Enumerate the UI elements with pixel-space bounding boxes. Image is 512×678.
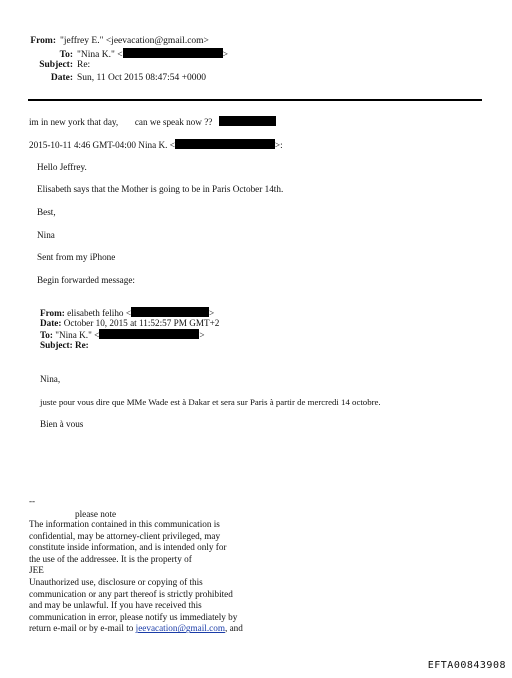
redaction-bar	[175, 139, 275, 149]
fwd-from-row	[40, 307, 214, 318]
disclaimer-line: communication in error, please notify us immediately by	[29, 611, 238, 622]
to-label: To:	[59, 50, 73, 60]
quoted-signature: Nina	[37, 230, 55, 240]
date-value: Sun, 11 Oct 2015 08:47:54 +0000	[77, 73, 207, 83]
header-from-row	[0, 36, 209, 46]
reply-text-b: can we speak now ??	[134, 117, 213, 127]
disclaimer-line: Unauthorized use, disclosure or copying of this	[29, 576, 203, 587]
sent-from-line: Sent from my iPhone	[37, 252, 116, 262]
to-value-suffix: >	[222, 50, 228, 60]
fwd-subject-value: Re:	[74, 340, 89, 350]
please-note: please note	[75, 509, 117, 519]
redaction-bar	[123, 48, 223, 58]
disclaimer-line: and may be unlawful. If you have received this	[29, 600, 202, 611]
fwd-greeting: Nina,	[40, 374, 61, 384]
disclaimer-last-prefix: return e-mail or by e-mail to	[29, 623, 136, 634]
fwd-date-label: Date:	[40, 318, 62, 328]
disclaimer-line: The information contained in this communication is	[29, 519, 220, 529]
quoted-greeting: Hello Jeffrey.	[37, 162, 87, 172]
quote-header-suffix: >:	[274, 140, 283, 150]
redaction-bar	[99, 329, 199, 339]
header-date-row	[0, 73, 206, 83]
disclaimer-last-suffix: , and	[224, 623, 243, 634]
subject-value: Re:	[77, 60, 91, 70]
fwd-to-suffix: >	[199, 330, 205, 340]
header-subject-row	[0, 60, 90, 70]
from-label: From:	[30, 36, 56, 46]
fwd-subject-label: Subject:	[40, 340, 73, 350]
disclaimer-line: communication or any part thereof is strictly prohibited	[29, 588, 233, 599]
email-link[interactable]: jeevacation@gmail.com	[135, 623, 225, 634]
subject-label: Subject:	[39, 60, 73, 70]
fwd-to-row	[40, 329, 205, 340]
header-to-row	[0, 48, 228, 60]
fwd-date-value: October 10, 2015 at 11:52:57 PM GMT+2	[63, 318, 220, 328]
disclaimer-line: constitute inside information, and is intended only for	[29, 542, 227, 553]
reply-text-a: im in new york that day,	[29, 117, 119, 127]
from-value: "jeffrey E." <jeevacation@gmail.com>	[60, 36, 209, 46]
fwd-from-suffix: >	[209, 308, 215, 318]
quoted-signoff: Best,	[37, 207, 56, 217]
date-label: Date:	[50, 73, 73, 83]
fwd-date-row	[40, 318, 219, 328]
signature-dashes: --	[29, 496, 36, 506]
document-id: EFTA00843908	[427, 660, 506, 671]
disclaimer-line: the use of the addressee. It is the property of	[29, 553, 192, 564]
disclaimer-last-line	[29, 623, 243, 635]
fwd-from-value: elisabeth feliho <	[67, 308, 132, 318]
redaction-bar	[131, 307, 209, 317]
disclaimer-line: JEE	[29, 565, 44, 576]
quote-header	[29, 139, 283, 150]
fwd-body: juste pour vous dire que MMe Wade est à Dakar et sera sur Paris à partir de mercredi 14 octobre.	[40, 397, 381, 407]
fwd-closing: Bien à vous	[40, 419, 84, 429]
quote-header-prefix: 2015-10-11 4:46 GMT-04:00 Nina K. <	[29, 140, 175, 150]
disclaimer-block	[29, 519, 243, 635]
fwd-subject-row	[40, 340, 89, 350]
fwd-to-label: To:	[40, 330, 53, 340]
redaction-bar	[219, 116, 276, 126]
forwarded-intro: Begin forwarded message:	[37, 275, 135, 285]
reply-line	[29, 116, 276, 127]
quoted-paragraph: Elisabeth says that the Mother is going to be in Paris October 14th.	[37, 184, 284, 194]
fwd-to-value: "Nina K." <	[55, 330, 100, 340]
to-value: "Nina K." <	[77, 50, 123, 60]
disclaimer-line: confidential, may be attorney-client privileged, may	[29, 530, 221, 541]
fwd-from-label: From:	[40, 308, 65, 318]
header-divider	[28, 99, 482, 101]
